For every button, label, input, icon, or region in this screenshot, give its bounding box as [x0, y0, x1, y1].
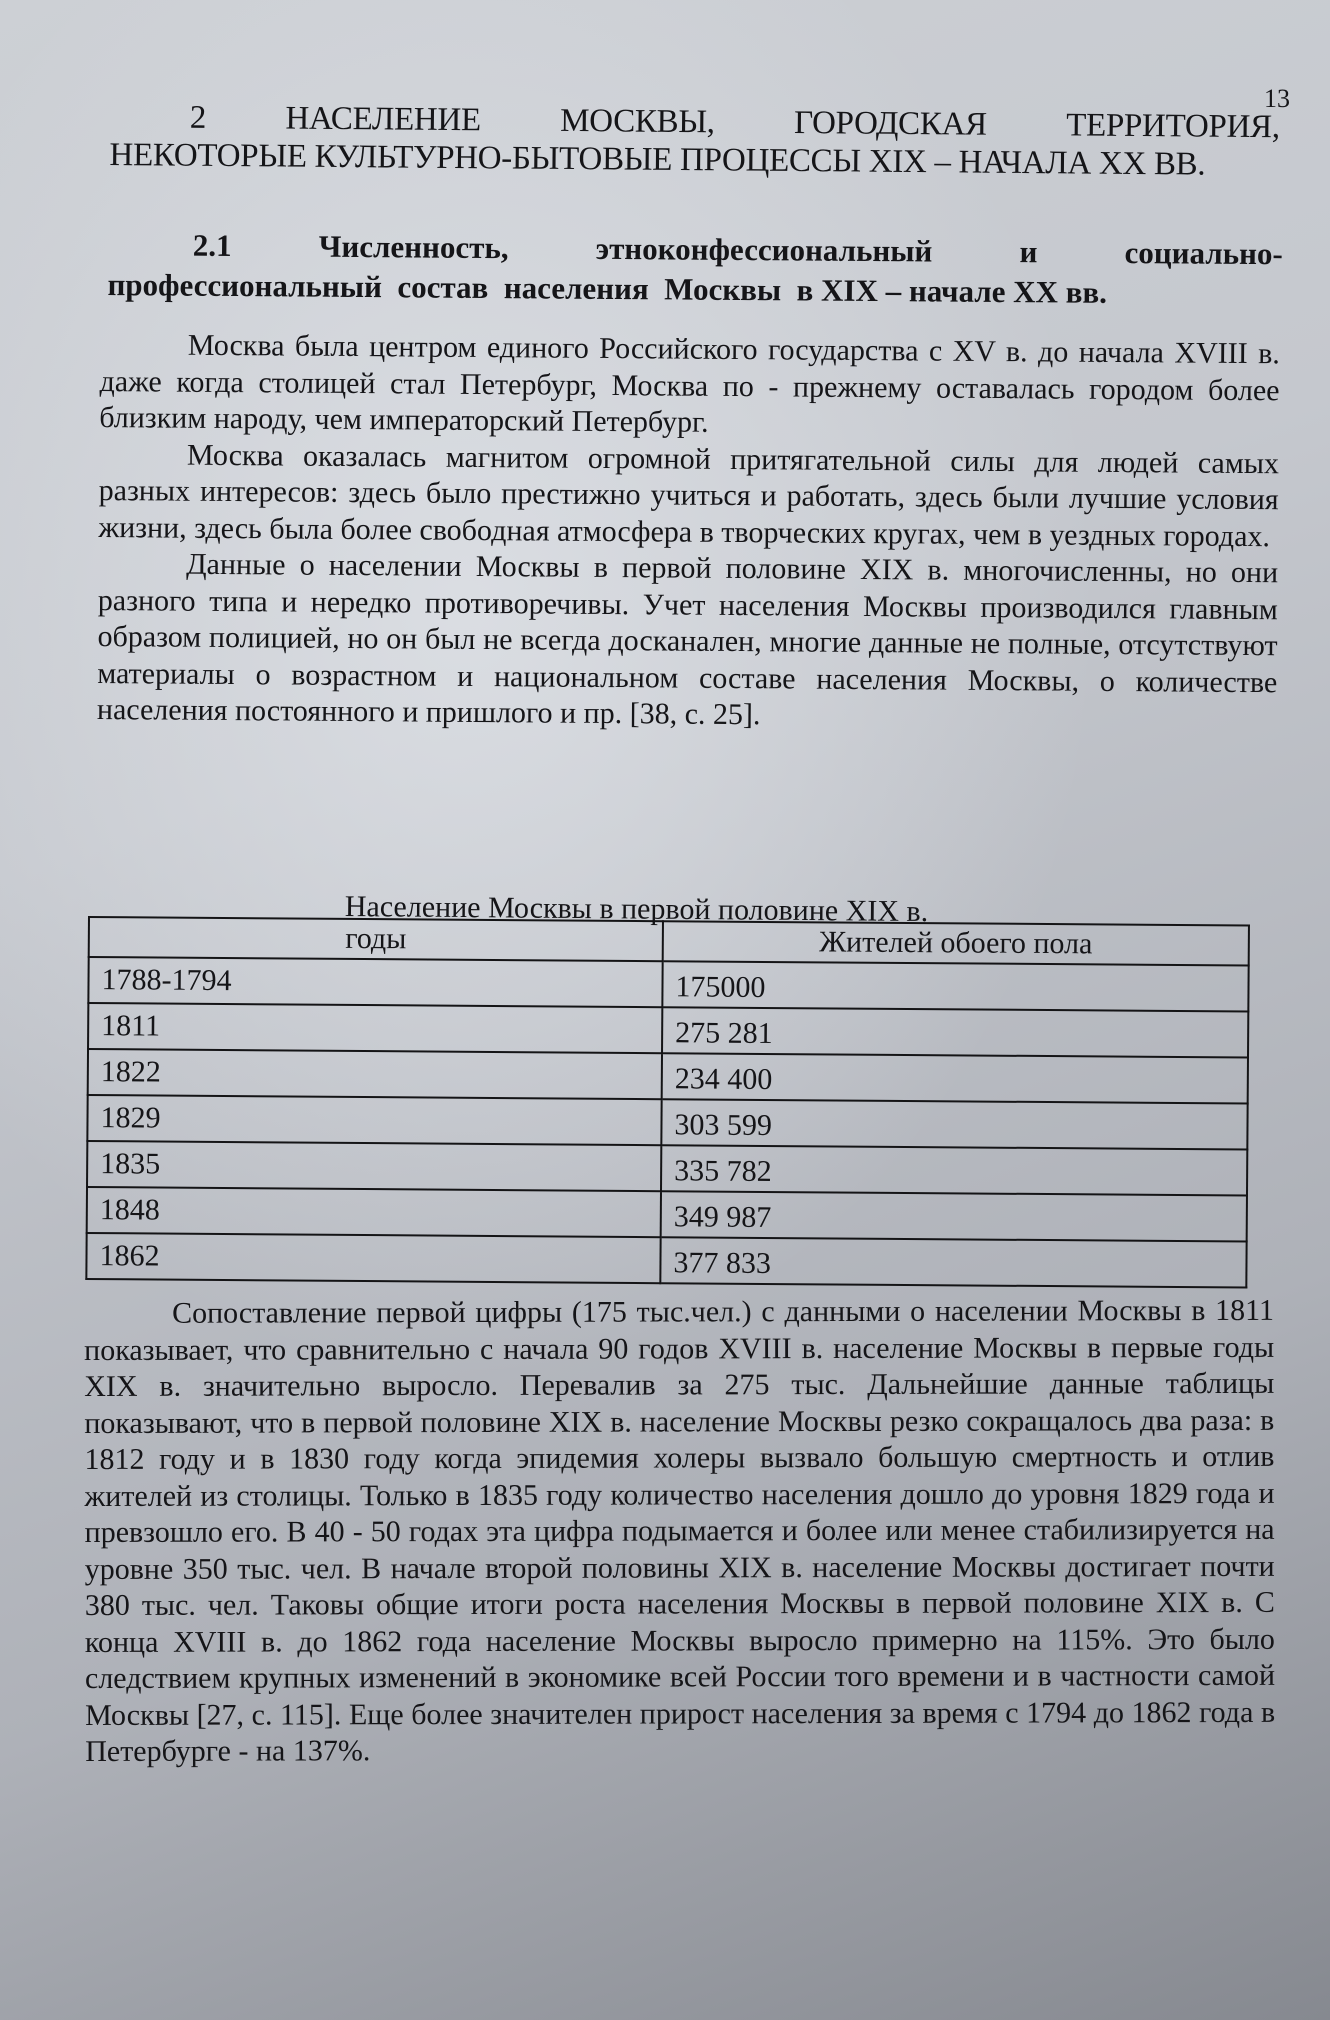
analysis-paragraphs — [84, 1293, 1275, 1771]
population-cell: 335 782 — [661, 1145, 1247, 1195]
paragraph: Москва была центром единого Российского государства с XV в. до начала XVIII в. даже когда столицей стал Петербург, Москва по - прежнему оставалась городом более близким народу, чем императорский Петербург. — [99, 328, 1280, 439]
page-number: 13 — [1264, 84, 1290, 113]
year-cell: 1788-1794 — [88, 957, 662, 1007]
year-cell: 1811 — [88, 1003, 662, 1053]
population-cell: 349 987 — [661, 1191, 1247, 1241]
population-cell: 275 281 — [662, 1007, 1248, 1057]
table-caption: Население Москвы в первой половине XIX в. — [344, 890, 929, 929]
paragraph: Москва оказалась магнитом огромной притягательной силы для людей самых разных интересов: здесь было престижно учиться и работать, здесь были лучшие условия жизни, здесь была более свободная атмосфера в творческих кругах, чем в уездных городах. — [98, 438, 1280, 553]
table-row — [86, 1233, 1246, 1288]
year-cell: 1835 — [87, 1141, 661, 1191]
chapter-title-word: НАСЕЛЕНИЕ — [285, 100, 481, 139]
section-title-word: и — [1019, 234, 1038, 270]
population-cell: 175000 — [662, 961, 1248, 1011]
population-cell: 303 599 — [661, 1099, 1247, 1149]
section-title-line-2: профессиональный состав населения Москвы в XIX – начале XX вв. — [107, 266, 1108, 310]
section-title-word: Численность, — [318, 228, 509, 266]
section-number: 2.1 — [192, 227, 232, 263]
intro-paragraphs — [97, 327, 1280, 738]
section-title — [107, 225, 1283, 314]
chapter-number: 2 — [189, 99, 207, 136]
population-cell: 234 400 — [662, 1053, 1248, 1103]
year-cell: 1822 — [88, 1049, 662, 1099]
year-cell: 1829 — [87, 1095, 661, 1145]
section-title-word: этноконфессиональный — [595, 230, 933, 269]
chapter-title-line-2: НЕКОТОРЫЕ КУЛЬТУРНО-БЫТОВЫЕ ПРОЦЕССЫ XIX – НАЧАЛА XX ВВ. — [109, 136, 1206, 183]
chapter-title-word: МОСКВЫ, — [560, 102, 715, 141]
column-header-years: годы — [89, 917, 663, 961]
chapter-title — [109, 98, 1280, 184]
column-header-population: Жителей обоего пола — [663, 921, 1249, 965]
year-cell: 1862 — [86, 1233, 660, 1283]
year-cell: 1848 — [87, 1187, 661, 1237]
paragraph: Данные о населении Москвы в первой половине XIX в. многочисленны, но они разного типа и нередко противоречивы. Учет населения Москвы производился главным образом полицией, но он был не всегда досканален, многие данные не полные, отсутствуют материалы о возрастном и национальном составе населения Москвы, о количестве населения постоянного и пришлого и пр. [38, с. 25]. — [96, 547, 1279, 732]
population-table — [85, 916, 1250, 1289]
section-title-word: социально- — [1124, 234, 1283, 272]
paragraph: Сопоставление первой цифры (175 тыс.чел.) с данными о населении Москвы в 1811 показывает, что сравнительно с начала 90 годов XVIII в. население Москвы в первые годы XIX в. значительно выросло. Перевалив за 275 тыс. Дальнейшие данные таблицы показывают, что в первой половине XIX в. население Москвы резко сокращалось два раза: в 1812 году и в 1830 году когда эпидемия холеры вызвало большую смертность и отлив жителей из столицы. Только в 1835 году количество населения дошло до уровня 1829 года и превзошло его. В 40 - 50 годах эта цифра подымается и более или менее стабилизируется на уровне 350 тыс. чел. В начале второй половины XIX в. население Москвы достигает почти 380 тыс. чел. Таковы общие итоги роста населения Москвы в первой половине XIX в. С конца XVIII в. до 1862 года население Москвы выросло примерно на 115%. Это было следствием крупных изменений в экономике всей России того времени и в частности самой Москвы [27, с. 115]. Еще более значителен прирост населения за время с 1794 до 1862 года в Петербурге - на 137%. — [84, 1293, 1276, 1768]
population-cell: 377 833 — [660, 1237, 1246, 1287]
chapter-title-word: ТЕРРИТОРИЯ, — [1066, 107, 1280, 146]
chapter-title-word: ГОРОДСКАЯ — [793, 104, 987, 143]
